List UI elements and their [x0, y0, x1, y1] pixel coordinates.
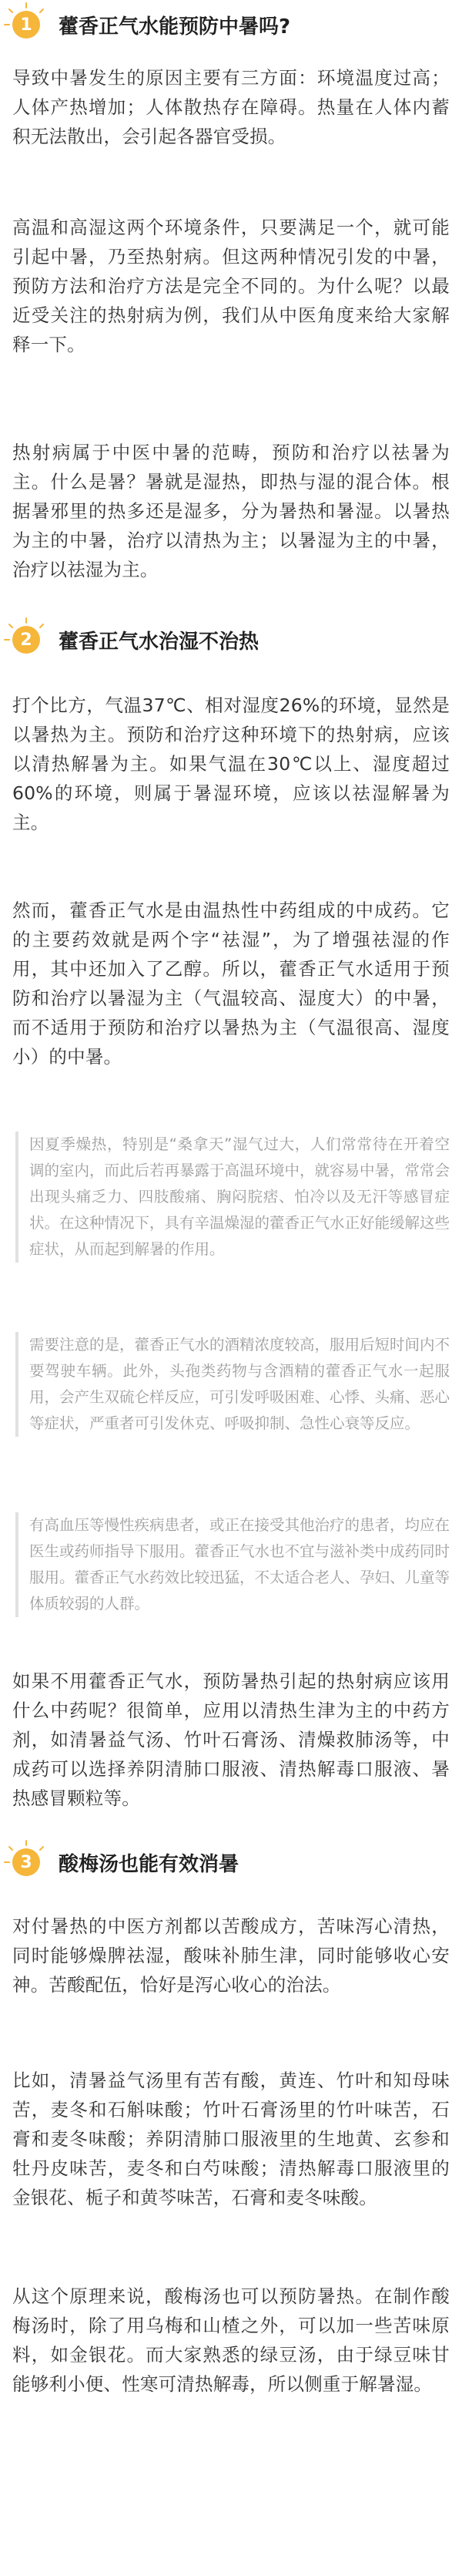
paragraph: 高温和高湿这两个环境条件，只要满足一个，就可能引起中暑，乃至热射病。但这两种情况引发的中暑，预防方法和治疗方法是完全不同的。为什么呢？以最近受关注的热射病为例，我们从中医角度来给大家解释一下。: [12, 217, 450, 355]
quote-block: [15, 1132, 450, 1263]
number-circle: 1: [12, 11, 40, 39]
section-title: 酸梅汤也能有效消暑: [59, 1852, 239, 1876]
section-2-heading: [9, 617, 453, 663]
quote-block: [15, 1332, 450, 1437]
paragraph: 热射病属于中医中暑的范畴，预防和治疗以祛暑为主。什么是暑？暑就是湿热，即热与湿的混合体。根据暑邪里的热多还是湿多，分为暑热和暑湿。以暑热为主的中暑，治疗以清热为主；以暑湿为主的中暑，治疗以祛湿为主。: [12, 442, 450, 580]
paragraph: 导致中暑发生的原因主要有三方面：环境温度过高；人体产热增加；人体散热存在障碍。热量在人体内蓄积无法散出，会引起各器官受损。: [12, 67, 450, 147]
paragraph: 如果不用藿香正气水，预防暑热引起的热射病应该用什么中药呢？很简单，应用以清热生津为主的中药方剂，如清暑益气汤、竹叶石膏汤、清燥救肺汤等，中成药可以选择养阴清肺口服液、清热解毒口服液、暑热感冒颗粒等。: [12, 1670, 450, 1809]
paragraph: 打个比方，气温37℃、相对湿度26%的环境，显然是以暑热为主。预防和治疗这种环境下的热射病，应该以清热解暑为主。如果气温在30℃以上、湿度超过60%的环境，则属于暑湿环境，应该以祛湿解暑为主。: [12, 694, 450, 833]
quote-paragraph: 需要注意的是，藿香正气水的酒精浓度较高，服用后短时间内不要驾驶车辆。此外，头孢类药物与含酒精的藿香正气水一起服用，会产生双硫仑样反应，可引发呼吸困难、心悸、头痛、恶心等症状，严重者可引发休克、呼吸抑制、急性心衰等反应。: [29, 1336, 450, 1432]
number-badge-1: [9, 8, 43, 42]
paragraph: 比如，清暑益气汤里有苦有酸，黄连、竹叶和知母味苦，麦冬和石斛味酸；竹叶石膏汤里的竹叶味苦，石膏和麦冬味酸；养阴清肺口服液里的生地黄、玄参和牡丹皮味苦，麦冬和白芍味酸；清热解毒口服液里的金银花、栀子和黄芩味苦，石膏和麦冬味酸。: [12, 2070, 450, 2208]
number-circle: 2: [12, 626, 40, 654]
section-title: 藿香正气水能预防中暑吗?: [59, 15, 291, 39]
quote-paragraph: 因夏季燥热，特别是“桑拿天”湿气过大，人们常常待在开着空调的室内，而此后若再暴露于高温环境中，就容易中暑，常常会出现头痛乏力、四肢酸痛、胸闷脘痞、怕冷以及无汗等感冒症状。在这种情况下，具有辛温燥湿的藿香正气水正好能缓解这些症状，从而起到解暑的作用。: [29, 1135, 450, 1258]
paragraph: 然而，藿香正气水是由温热性中药组成的中成药。它的主要药效就是两个字“祛湿”，为了增强祛湿的作用，其中还加入了乙醇。所以，藿香正气水适用于预防和治疗以暑湿为主（气温较高、湿度大）的中暑，而不适用于预防和治疗以暑热为主（气温很高、湿度小）的中暑。: [12, 900, 450, 1068]
paragraph: 对付暑热的中医方剂都以苦酸成方，苦味泻心清热，同时能够燥脾祛湿，酸味补肺生津，同时能够收心安神。苦酸配伍，恰好是泻心收心的治法。: [12, 1915, 450, 1996]
number-circle: 3: [12, 1848, 40, 1876]
number-badge-3: [9, 1845, 43, 1879]
paragraph: 从这个原理来说，酸梅汤也可以预防暑热。在制作酸梅汤时，除了用乌梅和山楂之外，可以加一些苦味原料，如金银花。而大家熟悉的绿豆汤，由于绿豆味甘能够利小便、性寒可清热解毒，所以侧重于解暑湿。: [12, 2285, 450, 2395]
section-title: 藿香正气水治湿不治热: [59, 630, 259, 654]
number-badge-2: [9, 623, 43, 657]
section-1-heading: [9, 2, 453, 48]
quote-block: [15, 1512, 450, 1617]
section-3-heading: [9, 1839, 453, 1885]
quote-paragraph: 有高血压等慢性疾病患者，或正在接受其他治疗的患者，均应在医生或药师指导下服用。藿香正气水也不宜与滋补类中成药同时服用。藿香正气水药效比较迅猛，不太适合老人、孕妇、儿童等体质较弱的人群。: [29, 1516, 450, 1613]
